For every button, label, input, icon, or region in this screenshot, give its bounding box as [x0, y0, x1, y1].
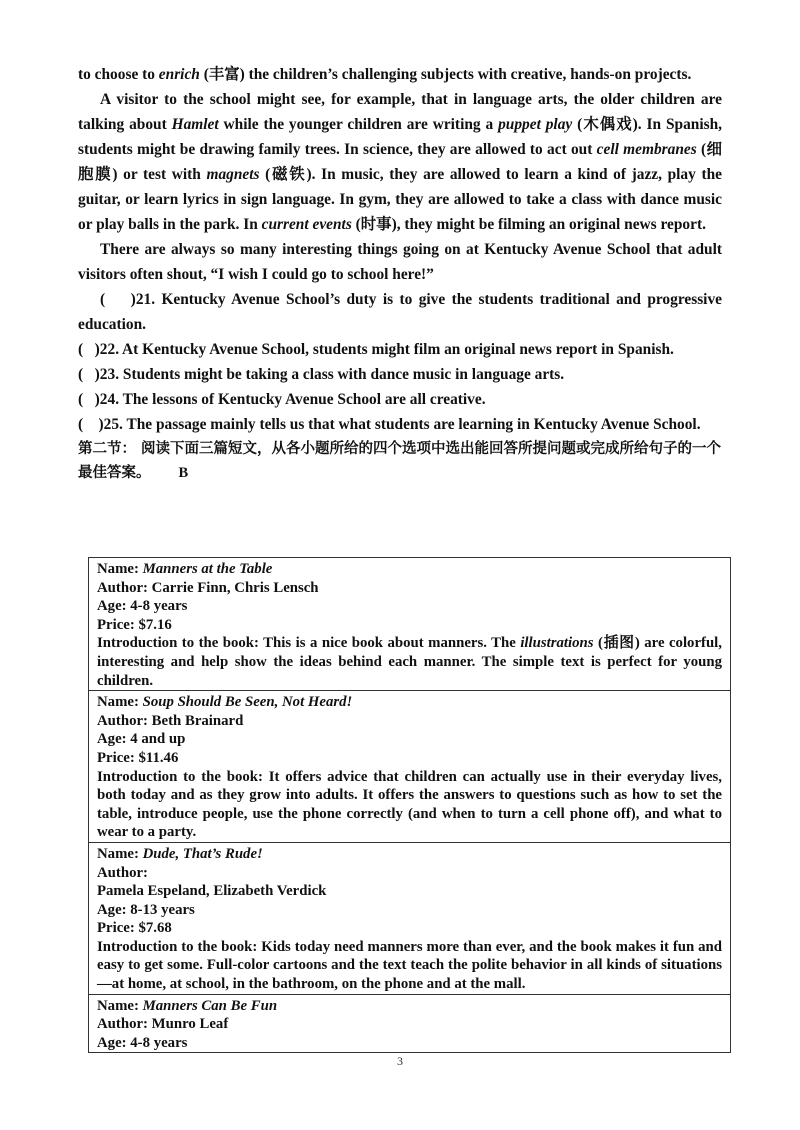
book-field	[97, 712, 722, 731]
book-field	[97, 1034, 722, 1053]
answer-blank[interactable]: ( )	[78, 366, 100, 383]
text-run: Age: 4 and up	[97, 731, 186, 748]
section-2-text: 第二节： 阅读下面三篇短文，从各小题所给的四个选项中选出能回答所提问题或完成所给句子的一个最佳答案。	[78, 441, 722, 481]
italic-term: Soup Should Be Seen, Not Heard!	[142, 694, 353, 711]
section-2-instructions	[78, 437, 722, 485]
text-run: A visitor to the school might see, for example, that in language arts, the older children are talking about	[78, 91, 722, 133]
book-field	[97, 693, 722, 712]
italic-term: Manners at the Table	[142, 561, 273, 577]
question-text: 23. Students might be taking a class with dance music in language arts.	[99, 366, 565, 383]
text-run: (插图) are colorful, interesting and help show the ideas behind each manner. The simple text is perfect for young children.	[97, 635, 722, 689]
text-run: Name:	[97, 997, 143, 1014]
text-run: (丰富) the children’s challenging subjects with creative, hands-on projects.	[199, 66, 692, 83]
text-run: There are always so many interesting things going on at Kentucky Avenue School that adult visitors often shout, “I wish I could go to school here!”	[78, 241, 722, 283]
book-field	[97, 1015, 722, 1034]
table-row	[89, 842, 731, 994]
table-row	[89, 994, 731, 1053]
passage-paragraph-2	[78, 87, 722, 237]
question-item	[78, 412, 722, 437]
book-field	[97, 634, 722, 690]
section-2-answer: B	[178, 465, 189, 481]
text-run: Name:	[97, 845, 143, 862]
passage-paragraph-1	[78, 62, 722, 87]
italic-term: Hamlet	[171, 116, 219, 133]
book-cell	[89, 558, 731, 691]
question-item	[78, 362, 722, 387]
book-field	[97, 845, 722, 864]
question-item	[78, 287, 722, 337]
text-run: Price: $7.16	[97, 616, 172, 633]
question-item	[78, 337, 722, 362]
answer-blank[interactable]: ( )	[78, 391, 100, 408]
question-text: 25. The passage mainly tells us that what students are learning in Kentucky Avenue School.	[103, 416, 701, 433]
book-cell	[89, 842, 731, 994]
italic-term: illustrations	[520, 635, 594, 652]
book-table	[88, 557, 731, 1053]
answer-blank[interactable]: ( )	[78, 341, 100, 358]
text-run: (磁铁). In music, they are allowed to learn a kind of jazz, play the guitar, or learn lyrics in sign language. In gym, they are allowed to take a class with dance music or play balls in the park. In	[78, 166, 722, 233]
text-run: Introduction to the book: Kids today need manners more than ever, and the book makes it fun and easy to get some. Full-color cartoons and the text teach the polite behavior in all kinds of situations—at home, at school, in the bathroom, on the phone and at the mall.	[97, 938, 722, 993]
text-run: Age: 8-13 years	[97, 901, 195, 918]
answer-blank[interactable]: ( )	[78, 416, 104, 433]
answer-blank[interactable]: ( )	[100, 291, 136, 308]
book-field	[97, 730, 722, 749]
question-text: 24. The lessons of Kentucky Avenue School are all creative.	[99, 391, 486, 408]
text-run: Author: Carrie Finn, Chris Lensch	[97, 579, 319, 596]
passage-paragraph-3	[78, 237, 722, 287]
book-cell	[89, 994, 731, 1053]
book-field	[97, 938, 722, 994]
text-run: Price: $7.68	[97, 920, 172, 937]
text-run: Age: 4-8 years	[97, 1034, 188, 1051]
text-run: Author: Beth Brainard	[97, 712, 244, 729]
question-text: 22. At Kentucky Avenue School, students might film an original news report in Spanish.	[99, 341, 674, 358]
book-field	[97, 864, 722, 883]
text-run: (细胞膜) or test with	[78, 141, 722, 183]
book-field	[97, 768, 722, 842]
text-run: (木偶戏). In Spanish, students might be drawing family trees. In science, they are allowed to act out	[78, 116, 722, 158]
text-run: Author:	[97, 864, 148, 881]
text-run: to choose to	[78, 66, 159, 83]
italic-term: puppet play	[498, 116, 573, 133]
table-row	[89, 691, 731, 843]
book-field	[97, 579, 722, 598]
text-run: Price: $11.46	[97, 749, 179, 766]
question-list	[78, 287, 722, 437]
italic-term: magnets	[206, 166, 260, 183]
table-row	[89, 558, 731, 691]
italic-term: cell membranes	[596, 141, 697, 158]
text-run: Name:	[97, 694, 143, 711]
book-field	[97, 749, 722, 768]
book-field	[97, 882, 722, 901]
page-body	[78, 62, 722, 485]
text-run: Introduction to the book: It offers advice that children can actually use in their everyday lives, both today and as they grow into adults. It offers the answers to questions such as how to set the table, introduce people, use the phone correctly (and when to turn a cell phone off), and what to wear to a party.	[97, 768, 722, 841]
book-field	[97, 919, 722, 938]
text-run: Introduction to the book: This is a nice book about manners. The	[97, 635, 521, 652]
book-field	[97, 560, 722, 579]
italic-term: Manners Can Be Fun	[142, 997, 278, 1014]
italic-term: current events	[261, 216, 352, 233]
book-field	[97, 997, 722, 1016]
question-text: 21. Kentucky Avenue School’s duty is to give the students traditional and progressive education.	[78, 291, 722, 333]
italic-term: enrich	[158, 66, 200, 83]
question-item	[78, 387, 722, 412]
book-field	[97, 597, 722, 616]
text-run: Pamela Espeland, Elizabeth Verdick	[97, 883, 327, 900]
text-run: (时事), they might be filming an original news report.	[351, 216, 706, 233]
text-run: Name:	[97, 561, 143, 577]
text-run: while the younger children are writing a	[218, 116, 499, 133]
text-run: Author: Munro Leaf	[97, 1016, 229, 1033]
book-cell	[89, 691, 731, 843]
text-run: Age: 4-8 years	[97, 598, 188, 615]
italic-term: Dude, That’s Rude!	[142, 845, 263, 862]
page-number: 3	[397, 1054, 403, 1068]
book-field	[97, 616, 722, 635]
book-field	[97, 901, 722, 920]
